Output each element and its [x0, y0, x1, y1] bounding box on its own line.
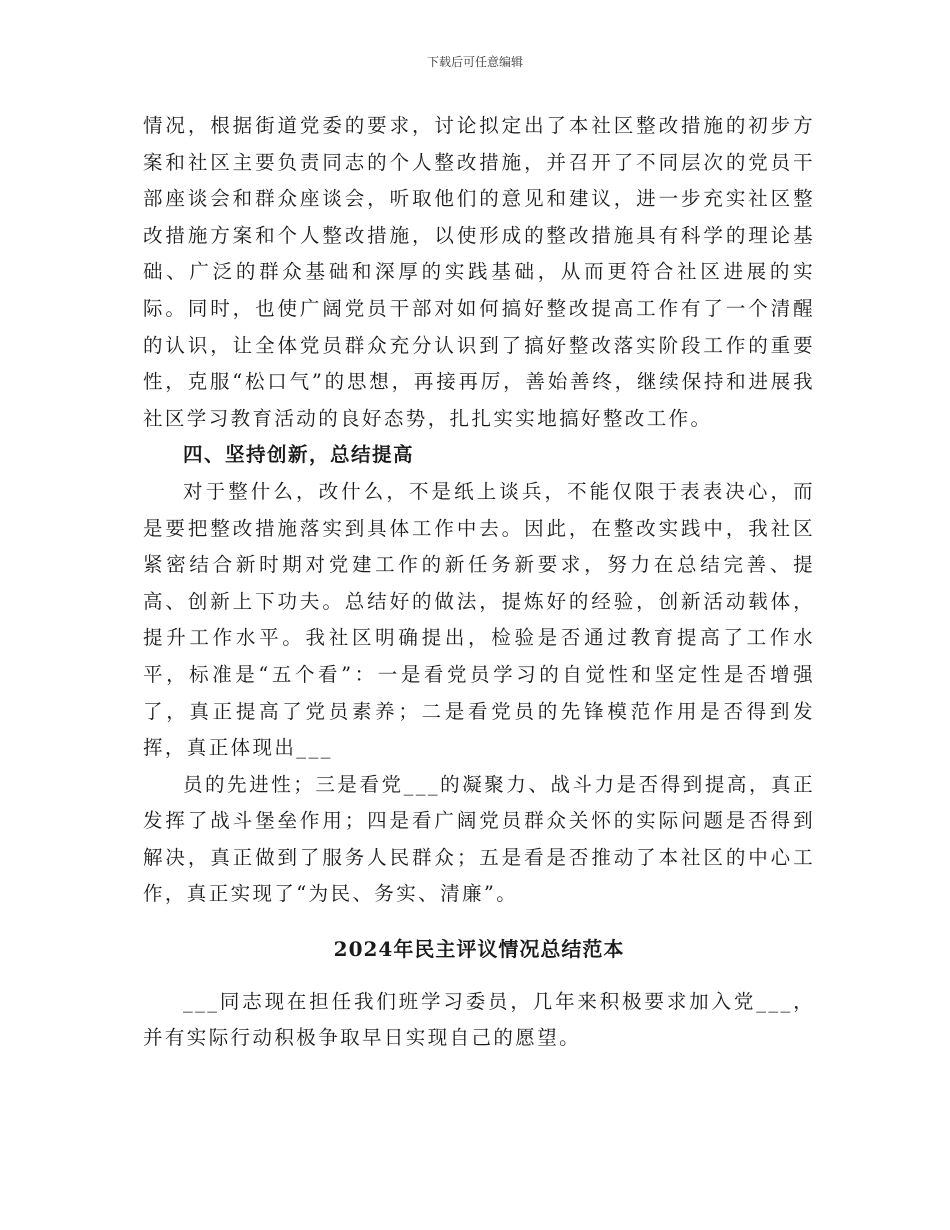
header-note: 下载后可任意编辑 [426, 55, 523, 69]
section-heading-4: 四、坚持创新，总结提高 [183, 443, 415, 467]
paragraph-five-checks: 员的先进性；三是看党___的凝聚力、战斗力是否得到提高，真正发挥了战斗堡垒作用；四是看广阔党员群众关怀的实际问题是否得到解决，真正做到了服务人民群众；五是看是否推动了本社区的中心工作，真正实现了“为民、务实、清廉”。 [143, 772, 815, 906]
document-title: 2024年民主评议情况总结范本 [333, 937, 625, 962]
paragraph-innovation: 对于整什么，改什么，不是纸上谈兵，不能仅限于表表决心，而是要把整改措施落实到具体工作中去。因此，在整改实践中，我社区紧密结合新时期对党建工作的新任务新要求，努力在总结完善、提高、创新上下功夫。总结好的做法，提炼好的经验，创新活动载体，提升工作水平。我社区明确提出，检验是否通过教育提高了工作水平，标准是“五个看”：一是看党员学习的自觉性和坚定性是否增强了，真正提高了党员素养；二是看党员的先锋模范作用是否得到发挥，真正体现出___ [143, 479, 815, 760]
paragraph-continuation: 情况，根据街道党委的要求，讨论拟定出了本社区整改措施的初步方案和社区主要负责同志的个人整改措施，并召开了不同层次的党员干部座谈会和群众座谈会，听取他们的意见和建议，进一步充实社区整改措施方案和个人整改措施，以使形成的整改措施具有科学的理论基础、广泛的群众基础和深厚的实践基础，从而更符合社区进展的实际。同时，也使广阔党员干部对如何搞好整改提高工作有了一个清醒的认识，让全体党员群众充分认识到了搞好整改落实阶段工作的重要性，克服“松口气”的思想，再接再厉，善始善终，继续保持和进展我社区学习教育活动的良好态势，扎扎实实地搞好整改工作。 [143, 114, 815, 430]
paragraph-intro: ___同志现在担任我们班学习委员，几年来积极要求加入党___，并有实际行动积极争取早日实现自己的愿望。 [143, 989, 815, 1050]
document-body [143, 108, 815, 1057]
